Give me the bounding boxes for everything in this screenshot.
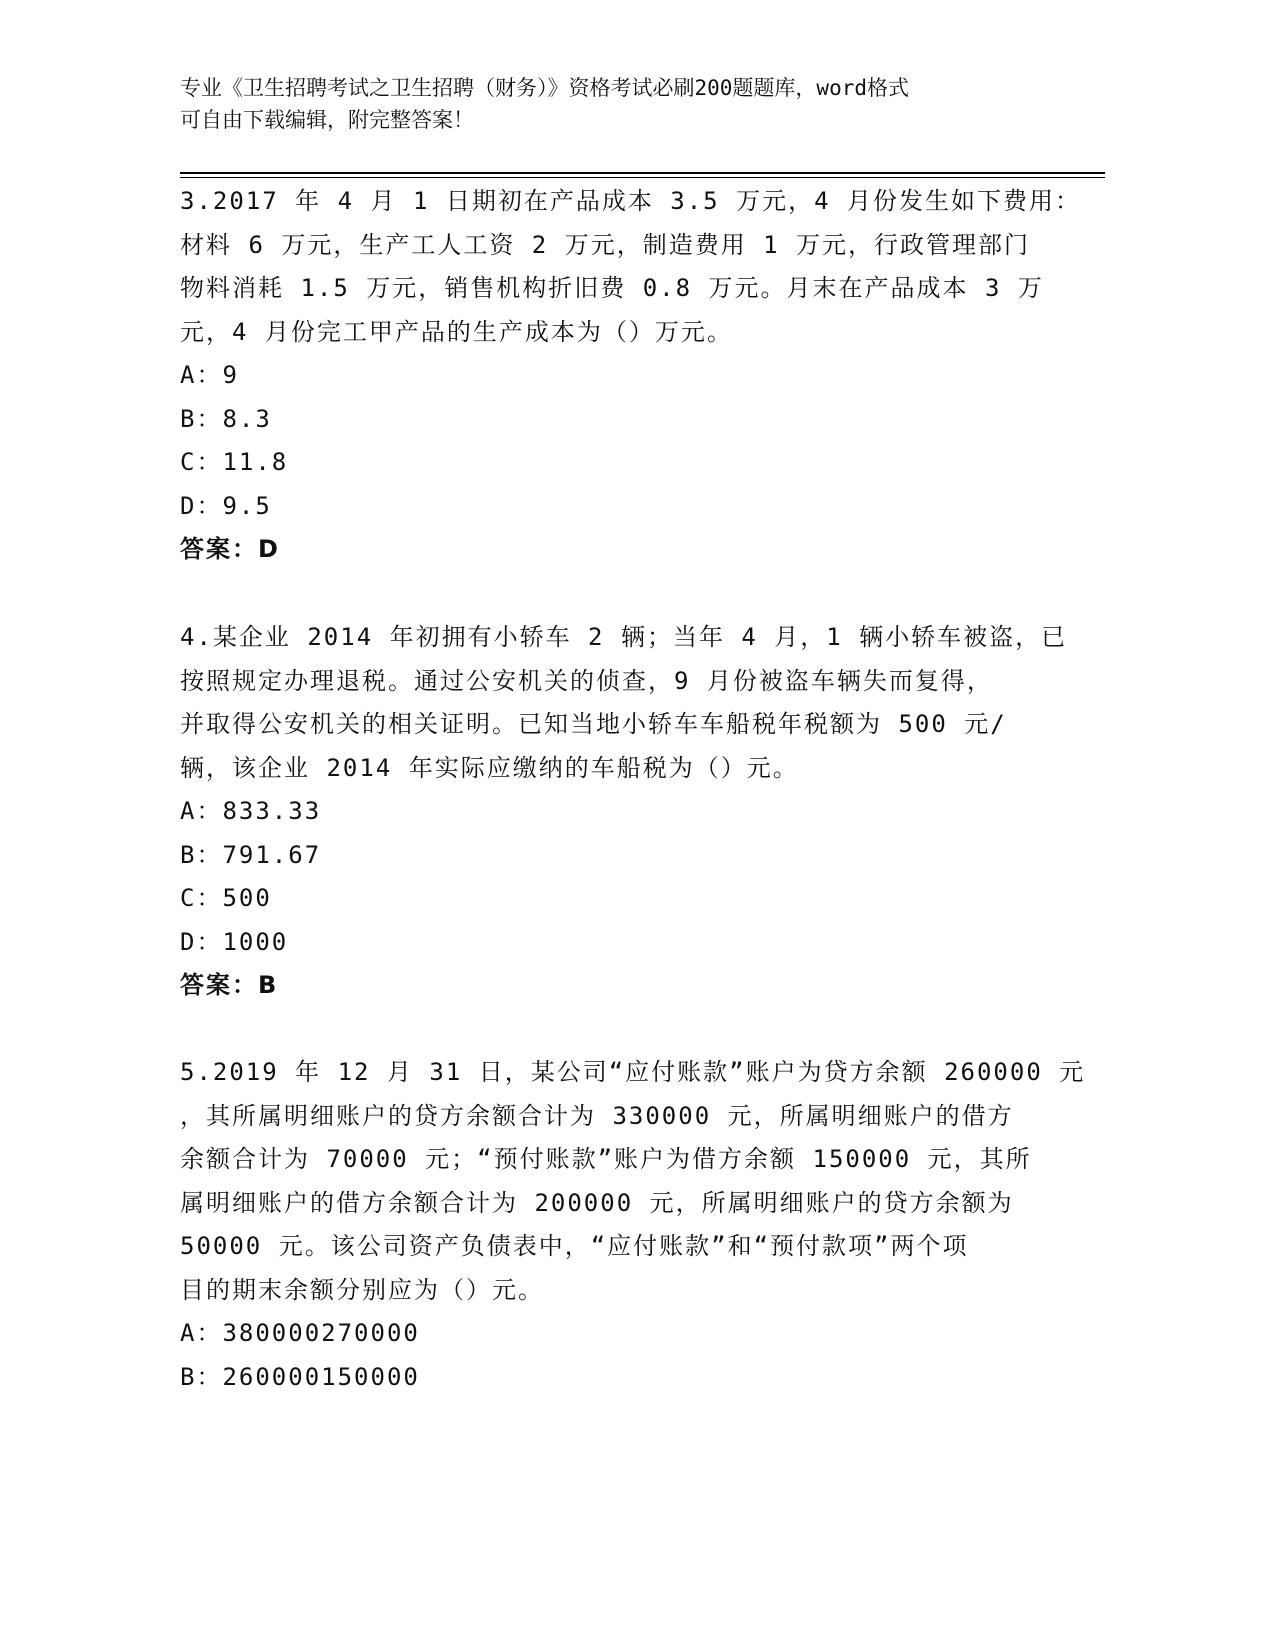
question-text: 元，4 月份完工甲产品的生产成本为（）万元。 [180, 317, 733, 346]
question-4 [180, 616, 1068, 1008]
option-d: D：9.5 [180, 491, 272, 520]
question-text: 50000 元。该公司资产负债表中，“应付账款”和“预付款项”两个项 [180, 1232, 969, 1260]
question-text: 材料 6 万元，生产工人工资 2 万元，制造费用 1 万元，行政管理部门 [180, 230, 1031, 259]
question-text: 4.某企业 2014 年初拥有小轿车 2 辆；当年 4 月，1 辆小轿车被盗，已 [180, 623, 1068, 651]
option-b: B：260000150000 [180, 1362, 420, 1391]
question-text: 物料消耗 1.5 万元，销售机构折旧费 0.8 万元。月末在产品成本 3 万 [180, 274, 1044, 302]
question-text: 辆，该企业 2014 年实际应缴纳的车船税为（）元。 [180, 753, 799, 782]
question-text: 属明细账户的借方余额合计为 200000 元，所属明细账户的贷方余额为 [180, 1188, 1014, 1217]
header-line-1: 专业《卫生招聘考试之卫生招聘（财务）》资格考试必刷200题题库，word格式 [180, 76, 909, 100]
option-c: C：11.8 [180, 448, 289, 476]
option-b: B：791.67 [180, 840, 322, 869]
option-a: A：9 [180, 361, 239, 389]
option-a: A：833.33 [180, 797, 322, 825]
question-text: 3.2017 年 4 月 1 日期初在产品成本 3.5 万元，4 月份发生如下费用： [180, 187, 1081, 215]
header-divider [180, 172, 1105, 174]
question-text: 5.2019 年 12 月 31 日，某公司“应付账款”账户为贷方余额 260000 元 [180, 1058, 1086, 1086]
question-text: 按照规定办理退税。通过公安机关的侦查，9 月份被盗车辆失而复得， [180, 666, 993, 695]
question-text: 目的期末余额分别应为（）元。 [180, 1275, 544, 1304]
header-line-2: 可自由下载编辑，附完整答案！ [180, 108, 474, 132]
question-text: ，其所属明细账户的贷方余额合计为 330000 元，所属明细账户的借方 [180, 1101, 1014, 1130]
question-5 [180, 1051, 1086, 1399]
document-header [180, 72, 1080, 136]
header-divider-thin [180, 177, 1105, 178]
option-d: D：1000 [180, 927, 289, 956]
option-c: C：500 [180, 884, 272, 912]
option-a: A：380000270000 [180, 1319, 420, 1347]
option-b: B：8.3 [180, 404, 272, 433]
question-text: 余额合计为 70000 元；“预付账款”账户为借方余额 150000 元，其所 [180, 1145, 1032, 1173]
answer: 答案：D [180, 535, 280, 563]
answer: 答案：B [180, 971, 279, 999]
question-text: 并取得公安机关的相关证明。已知当地小轿车车船税年税额为 500 元/ [180, 710, 1007, 738]
question-3 [180, 180, 1081, 572]
